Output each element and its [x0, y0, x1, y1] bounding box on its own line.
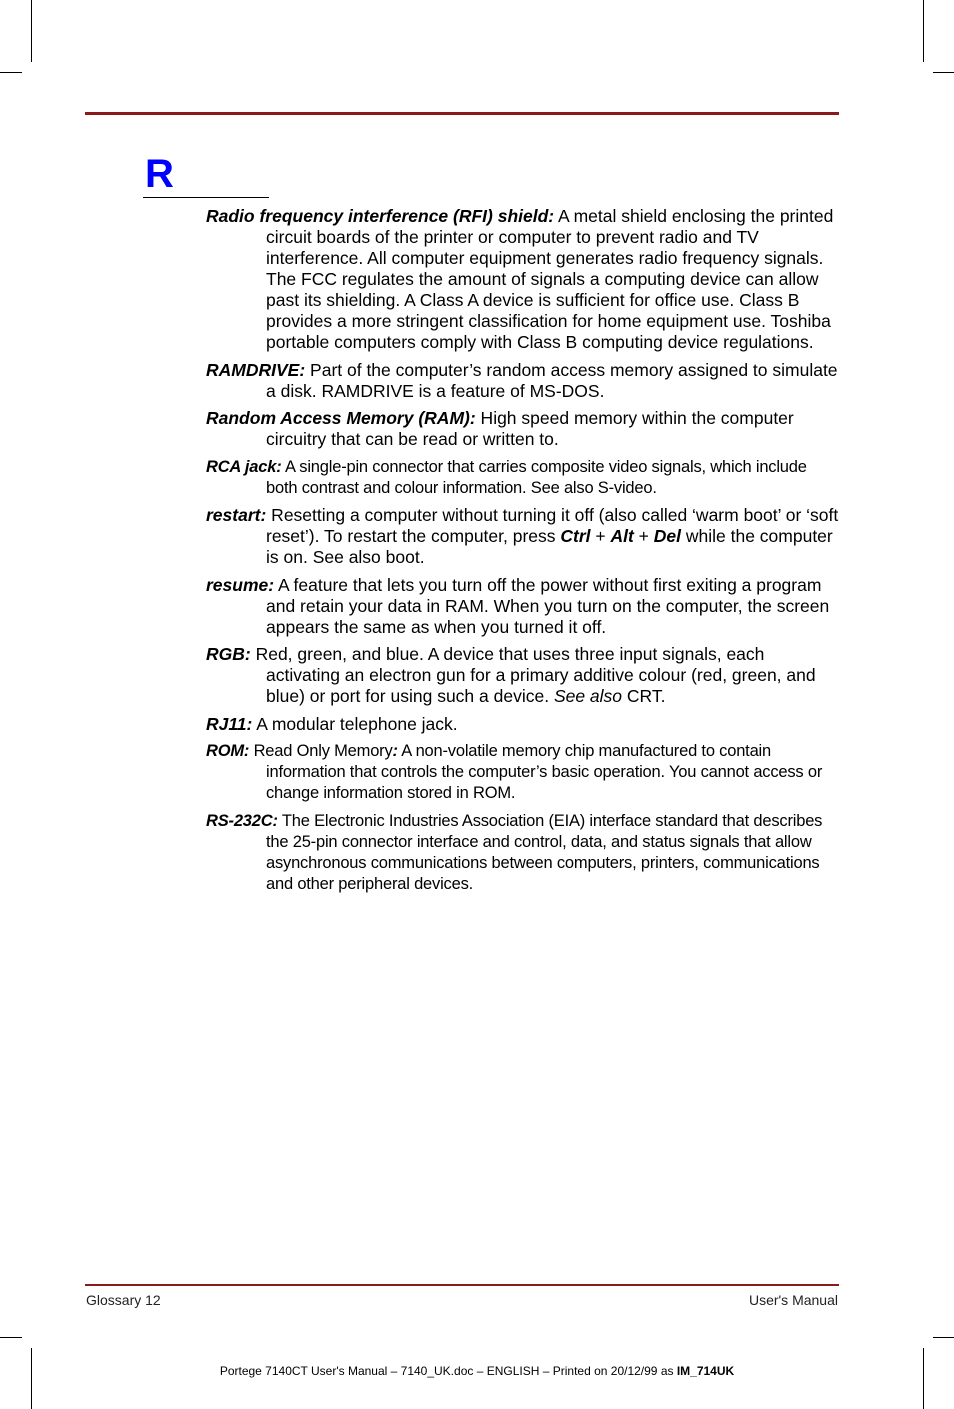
- entry-term: ROM:: [206, 742, 250, 760]
- glossary-entry: [206, 811, 840, 895]
- entry-definition: CRT.: [622, 686, 666, 706]
- crop-mark: [933, 1337, 954, 1338]
- glossary-entries: [206, 206, 840, 901]
- glossary-entry: [206, 206, 840, 353]
- print-info: [0, 1364, 954, 1378]
- entry-colon: :: [392, 742, 398, 760]
- entry-definition: A single-pin connector that carries composite video signals, which include both contrast and colour information. See also S-video.: [266, 457, 807, 497]
- key-del: Del: [653, 526, 681, 546]
- crop-mark: [923, 1348, 924, 1409]
- header-rule: [85, 112, 839, 115]
- entry-term: resume:: [206, 574, 275, 595]
- section-letter-underline: [143, 197, 269, 198]
- print-info-text: Portege 7140CT User's Manual – 7140_UK.doc – ENGLISH – Printed on 20/12/99 as: [219, 1364, 677, 1378]
- entry-definition: Part of the computer’s random access memory assigned to simulate a disk. RAMDRIVE is a feature of MS-DOS.: [266, 359, 838, 401]
- entry-definition: A modular telephone jack.: [252, 713, 458, 734]
- entry-definition: while the computer is on. See also boot.: [266, 526, 833, 567]
- crop-mark: [923, 0, 924, 62]
- key-plus: +: [633, 526, 654, 546]
- footer-manual-title: User's Manual: [748, 1292, 838, 1308]
- entry-term: Radio frequency interference (RFI) shield:: [206, 206, 555, 226]
- entry-term: RGB:: [206, 644, 251, 664]
- crop-mark: [933, 72, 954, 73]
- see-also: See also: [553, 686, 623, 706]
- glossary-entry: [206, 505, 840, 568]
- glossary-entry: [206, 714, 840, 735]
- entry-term: RAMDRIVE:: [206, 359, 306, 380]
- key-ctrl: Ctrl: [560, 526, 591, 546]
- entry-definition: Resetting a computer without turning it off (also called ‘warm boot’ or ‘soft reset’). To restart the computer, press: [266, 505, 839, 546]
- entry-term: Random Access Memory (RAM):: [206, 408, 476, 428]
- entry-term: restart:: [206, 505, 267, 525]
- glossary-entry: [206, 457, 840, 499]
- crop-mark: [31, 0, 32, 62]
- entry-definition: Red, green, and blue. A device that uses three input signals, each activating an electron gun for a primary additive colour (red, green, and blue) or port for using such a device.: [250, 644, 816, 706]
- glossary-entry: [206, 741, 840, 804]
- key-alt: Alt: [610, 526, 634, 546]
- footer-page-label: Glossary 12: [86, 1292, 161, 1308]
- crop-mark: [0, 1337, 22, 1338]
- entry-term: RS-232C:: [206, 811, 278, 830]
- entry-definition: A feature that lets you turn off the power without first exiting a program and retain your data in RAM. When you turn on the computer, the screen appears the same as when you turned it off.: [266, 574, 830, 637]
- entry-term: RCA jack:: [206, 457, 282, 476]
- footer-rule: [85, 1284, 839, 1286]
- glossary-entry: [206, 408, 840, 450]
- crop-mark: [0, 72, 22, 73]
- glossary-entry: [206, 644, 840, 707]
- entry-definition: High speed memory within the computer circuitry that can be read or written to.: [266, 408, 794, 449]
- section-letter: R: [145, 152, 174, 196]
- crop-mark: [31, 1348, 32, 1409]
- glossary-entry: [206, 360, 840, 402]
- entry-definition: A non-volatile memory chip manufactured to contain information that controls the computer’s basic operation. You cannot access or change information stored in ROM.: [266, 742, 823, 802]
- entry-definition: A metal shield enclosing the printed circuit boards of the printer or computer to prevent radio and TV interference. All computer equipment generates radio frequency signals. The FCC regulates the amount of signals a computing device can allow past its shielding. A Class A device is sufficient for office use. Class B provides a more stringent classification for home equipment use. Toshiba portable computers comply with Class B computing device regulations.: [266, 206, 834, 352]
- print-info-id: IM_714UK: [676, 1364, 735, 1378]
- entry-definition: The Electronic Industries Association (EIA) interface standard that describes the 25-pin connector interface and control, data, and status signals that allow asynchronous communications between computers, printers, communications and other peripheral devices.: [266, 811, 823, 893]
- entry-definition: Read Only Memory: [249, 742, 393, 760]
- glossary-entry: [206, 575, 840, 638]
- key-plus: +: [590, 526, 611, 546]
- entry-term: RJ11:: [206, 713, 253, 734]
